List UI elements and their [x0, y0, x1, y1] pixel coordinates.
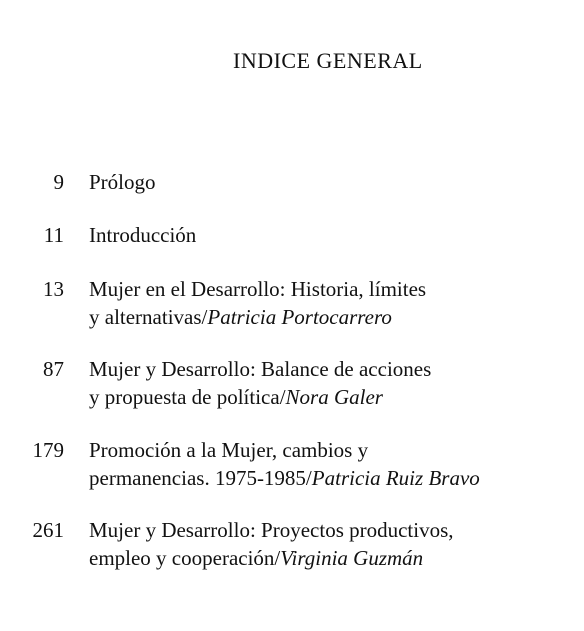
toc-line-text: y propuesta de política/ [89, 385, 286, 409]
toc-line-text: Mujer y Desarrollo: Proyectos productivos, [89, 518, 454, 542]
toc-entry-title [89, 436, 569, 492]
toc-entry-title [89, 275, 569, 331]
toc-line [89, 464, 569, 492]
toc-line [89, 436, 569, 464]
toc-line [89, 383, 569, 411]
page-title: INDICE GENERAL [233, 48, 423, 73]
toc-line [89, 544, 569, 572]
toc-author: Patricia Portocarrero [207, 305, 392, 329]
toc-line [89, 221, 569, 249]
toc-author: Nora Galer [285, 385, 383, 409]
toc-line-text: Prólogo [89, 170, 156, 194]
toc-line [89, 516, 569, 544]
toc-author: Patricia Ruiz Bravo [311, 466, 480, 490]
toc-author: Virginia Guzmán [280, 546, 424, 570]
toc-line-text: Mujer y Desarrollo: Balance de acciones [89, 357, 432, 381]
toc-entry-title [89, 355, 569, 411]
toc-page-number: 13 [43, 277, 64, 301]
toc-line-text: Introducción [89, 223, 197, 247]
toc-page-number: 261 [32, 518, 64, 542]
toc-line [89, 303, 569, 331]
toc-entry-title [89, 168, 569, 196]
toc-line-text: Promoción a la Mujer, cambios y [89, 438, 369, 462]
toc-page-number: 87 [43, 357, 64, 381]
toc-line-text: permanencias. 1975-1985/ [89, 466, 312, 490]
toc-line [89, 168, 569, 196]
toc-page-number: 179 [32, 438, 64, 462]
toc-line [89, 275, 569, 303]
toc-line-text: y alternativas/ [89, 305, 208, 329]
toc-page-number: 9 [53, 170, 64, 194]
toc-line [89, 355, 569, 383]
toc-entry-title [89, 221, 569, 249]
toc-entry-title [89, 516, 569, 572]
toc-line-text: Mujer en el Desarrollo: Historia, límites [89, 277, 427, 301]
toc-line-text: empleo y cooperación/ [89, 546, 281, 570]
toc-page-number: 11 [43, 223, 64, 247]
